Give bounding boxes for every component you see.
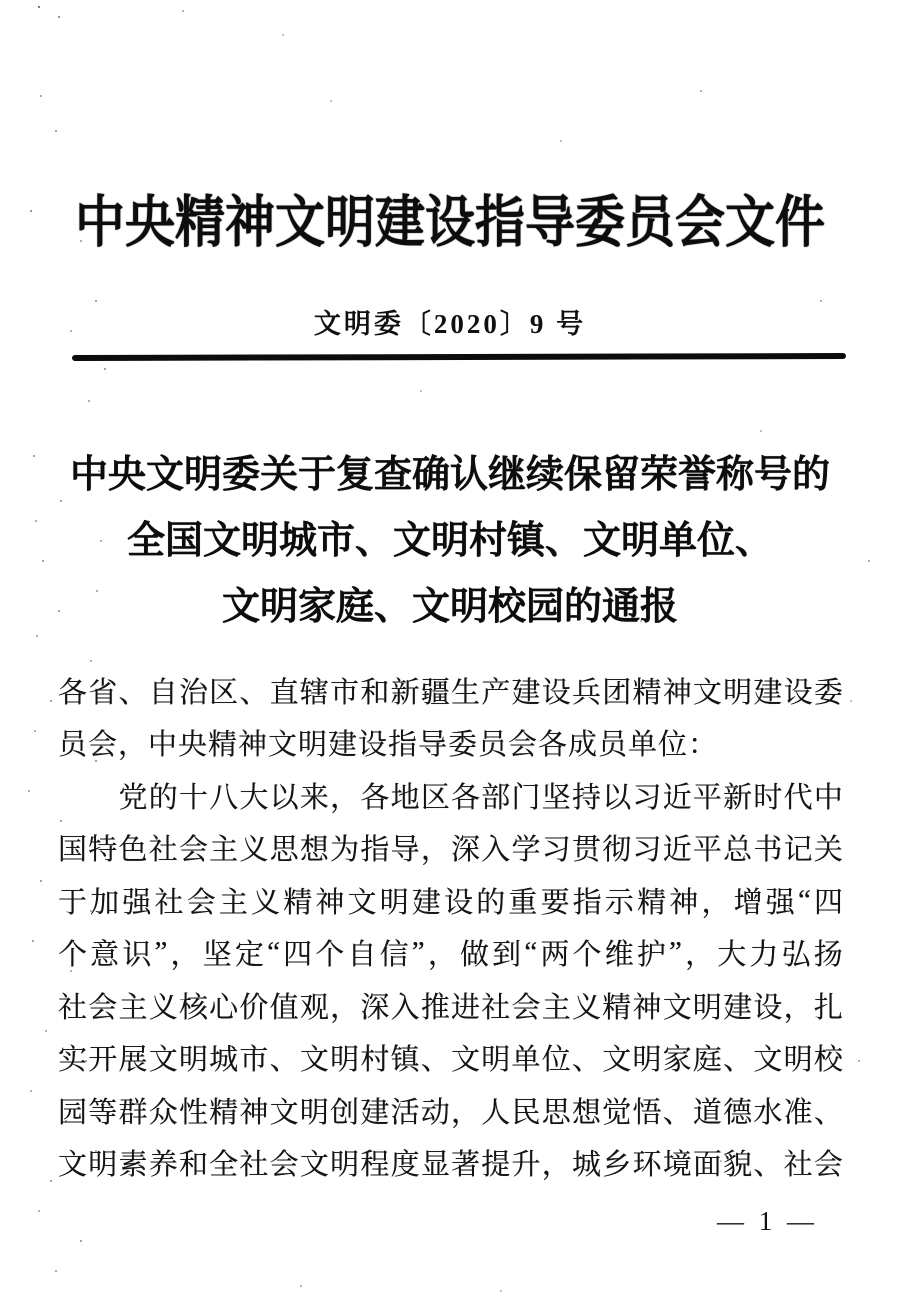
title-line-3: 文明家庭、文明校园的通报 [221, 586, 678, 628]
salutation-line-1: 各 省 、 自 治 区 、 直 辖 市 和 新 疆 生 产 建 设 兵 团 精 神 文 明 建 设 委 [58, 676, 843, 709]
org-header-title: 中央精神文明建设指导委员会文件 [75, 191, 825, 254]
body-line: 国 特 色 社 会 主 义 思 想 为 指 导 ， 深 入 学 习 贯 彻 习 近 平 总 书 记 关 [58, 834, 843, 867]
salutation-line-2: 员会，中央精神文明建设指导委员会各成员单位： [58, 729, 719, 762]
body-line: 文 明 素 养 和 全 社 会 文 明 程 度 显 著 提 升 ， 城 乡 环 境 面 貌 、 社 会 [58, 1149, 843, 1182]
title-line-2: 全国文明城市、文明村镇、文明单位、 [126, 520, 773, 562]
page-number: — 1 — [717, 1206, 818, 1236]
body-line: 于 加 强 社 会 主 义 精 神 文 明 建 设 的 重 要 指 示 精 神 ， 增 强 “ 四 [58, 883, 843, 919]
document-number: 文明委〔2020〕9 号 [313, 309, 587, 339]
body-line: 个 意 识 ” ， 坚 定 “ 四 个 自 信 ” ， 做 到 “ 两 个 维 护 ” ， 大 力 弘 扬 [58, 936, 843, 972]
title-line-1: 中央文明委关于复查确认继续保留荣誉称号的 [69, 454, 830, 496]
body-line: 党 的 十 八 大 以 来 ， 各 地 区 各 部 门 坚 持 以 习 近 平 新 时 代 中 [118, 781, 843, 814]
scan-noise-speckles [0, 0, 2, 2]
body-paragraph [58, 664, 843, 1189]
body-line: 实 开 展 文 明 城 市 、 文 明 村 镇 、 文 明 单 位 、 文 明 家 庭 、 文 明 校 [58, 1044, 843, 1077]
document-title [40, 442, 860, 640]
body-line: 园 等 群 众 性 精 神 文 明 创 建 活 动 ， 人 民 思 想 觉 悟 、 道 德 水 准 、 [58, 1096, 843, 1129]
separator-rule [72, 353, 846, 361]
body-line: 社 会 主 义 核 心 价 值 观 ， 深 入 推 进 社 会 主 义 精 神 文 明 建 设 ， 扎 [58, 991, 843, 1024]
